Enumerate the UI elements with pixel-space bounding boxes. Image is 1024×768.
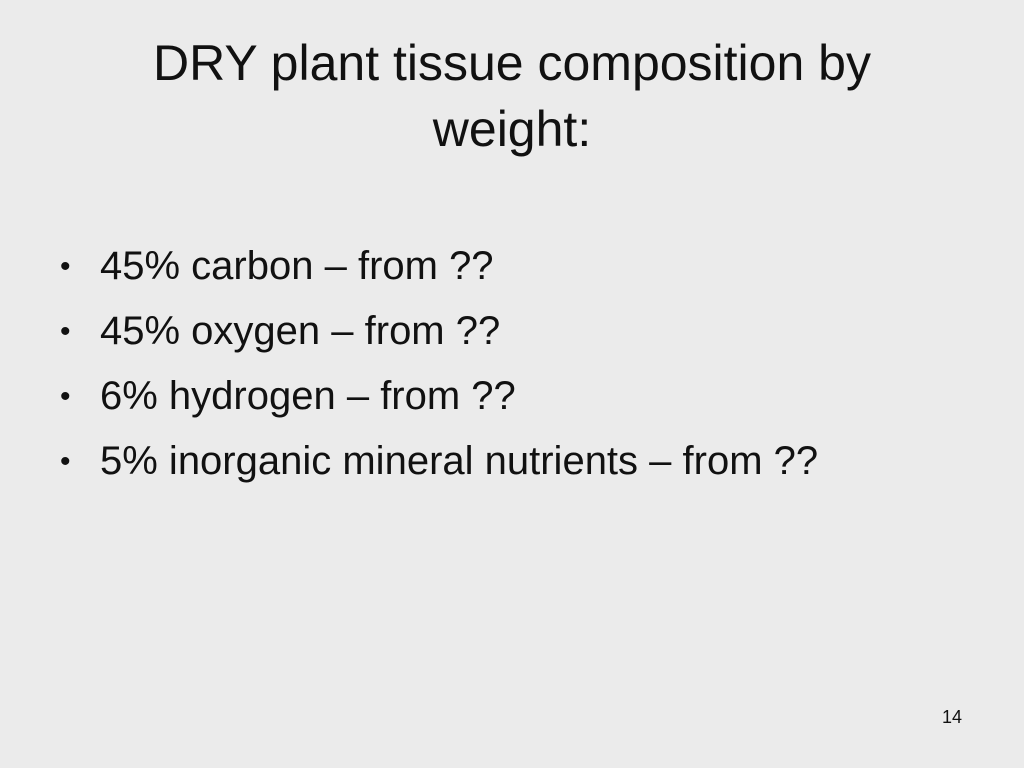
- bullet-text: 45% oxygen – from ??: [100, 309, 501, 353]
- bullet-text: 5% inorganic mineral nutrients – from ??: [100, 439, 819, 483]
- bullet-item-carbon: [60, 234, 818, 299]
- bullet-icon: •: [60, 380, 71, 413]
- bullet-item-minerals: [60, 429, 818, 494]
- slide-title-line-1: DRY plant tissue composition by: [153, 35, 871, 91]
- slide-title: [0, 30, 1024, 162]
- bullet-icon: •: [60, 445, 71, 478]
- page-number: 14: [941, 707, 963, 727]
- bullet-icon: •: [60, 315, 71, 348]
- bullet-item-hydrogen: [60, 364, 818, 429]
- slide-title-line-2: weight:: [432, 101, 592, 157]
- bullet-icon: •: [60, 250, 71, 283]
- bullet-list: [60, 234, 818, 494]
- bullet-text: 45% carbon – from ??: [100, 244, 494, 288]
- bullet-item-oxygen: [60, 299, 818, 364]
- bullet-text: 6% hydrogen – from ??: [100, 374, 516, 418]
